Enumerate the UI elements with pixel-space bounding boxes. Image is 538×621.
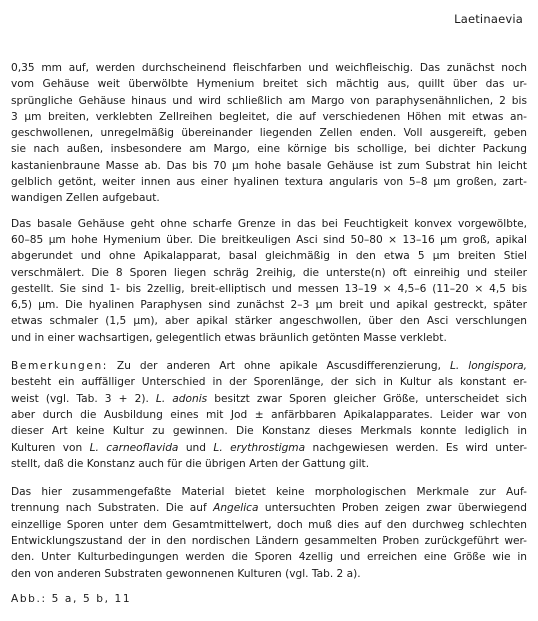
text-line: Das hier zusammengefaßte Material bietet keine morphologischen Merkmale zur Auf- [11,486,527,499]
text-line: den. Unter Kulturbedingungen werden die Sporen 4zellig und erreichen eine Größe wie in [11,551,527,564]
text-span: trennung nach Substraten. Die auf [11,502,214,515]
taxon-name: L. erythrostigma [213,441,306,454]
text-line [11,500,527,516]
text-line: stellt, daß die Konstanz auch für die übrigen Arten der Gattung gilt. [11,457,370,470]
figure-ref-label: Abb.: [11,592,47,605]
figure-ref-list: 5 a, 5 b, 11 [46,592,132,605]
text-span: Zu der anderen Art ohne apikale Ascusdifferenzierung, [107,360,450,373]
text-line: einzellige Sporen unter dem Gesamtmittelwert, doch muß dies auf den durchweg schlechten [11,518,527,531]
paragraph-hymenium [11,216,527,346]
text-line: gelblich getönt, weiter innen aus einer hyalinen textura angularis von 5–8 µm großen, zart- [11,176,527,189]
text-line: vom Gehäuse weit überwölbte Hymenium breitet sich mächtig aus, quillt über das ur- [11,78,527,91]
paragraph-substrates [11,484,527,582]
text-line [11,358,527,374]
text-line: 0,35 mm auf, werden durchscheinend fleischfarben und weichfleischig. Das zunächst noch [11,62,527,74]
text-line: abgerundet und ohne Apikalapparat, basal gleichmäßig in den etwa 5 µm breiten Stiel [11,250,527,263]
text-line: und in einer wachsartigen, gelegentlich etwas bräunlich getönten Masse verklebt. [11,331,447,344]
figure-references [11,591,527,607]
text-line: besteht ein auffälliger Unterschied in der Sporenlänge, der sich in Kultur als konstant er- [11,376,527,389]
text-line: etwas schmaler (1,5 µm), aber apikal stärker angeschwollen, über den Asci verschlungen [11,315,527,328]
text-line [11,391,527,407]
text-span: und [178,441,214,454]
text-span: nachgewiesen werden. Es wird unter- [305,441,528,454]
page-body [11,60,527,617]
taxon-name: L. longispora, [450,360,527,373]
text-line: geschwollenen, unregelmäßig übereinander liegenden Zellen enden. Voll ausgereift, geben [11,127,527,140]
text-line [11,440,527,456]
text-line: 6,5) µm. Die hyalinen Paraphysen sind zunächst 2–3 µm breit und apikal gestreckt, später [11,299,527,312]
text-line: Entwicklungszustand der in den nordischen Ländern gesammelten Proben zurückgeführt wer- [11,535,527,548]
text-span: weist (vgl. Tab. 3 + 2). [11,392,156,405]
paragraph-remarks [11,358,527,472]
text-span: Kulturen von [11,441,90,454]
text-line: aber durch die Ausbildung eines mit Jod ± anfärbbaren Apikalapparates. Leider war von [11,408,527,421]
taxon-name: Angelica [213,502,259,515]
running-header: Laetinaevia [454,12,523,26]
text-span: besitzt zwar Sporen gleicher Größe, unterscheidet sich [207,392,527,405]
text-line: 3 µm breiten, verklebten Zellreihen begleitet, die auf verschiedenen Höhen mit etwas an- [11,110,527,123]
text-line: sprüngliche Gehäuse hinaus und wird schließlich am Margo von paraphysenähnlichen, 2 bis [11,94,527,107]
taxon-name: L. adonis [155,392,208,405]
text-line: wandigen Zellen aufgebaut. [11,192,160,205]
text-span: untersuchten Proben zeigen zwar überwiegend [258,502,527,515]
text-line: kastanienbraune Masse ab. Das bis 70 µm hohe basale Gehäuse ist zum Substrat hin leicht [11,159,527,172]
taxon-name: L. carneoflavida [89,441,179,454]
text-line: gestellt. Sie sind 1- bis 2zellig, breit-elliptisch und messen 13–19 × 4,5–6 (11–20 × 4,5 bis [11,282,527,295]
remarks-label: Bemerkungen: [11,360,108,373]
text-line: 60–85 µm hohe Hymenium über. Die breitkeuligen Asci sind 50–80 × 13–16 µm groß, apikal [11,233,527,246]
text-line: den von anderen Substraten gewonnenen Kulturen (vgl. Tab. 2 a). [11,567,361,580]
text-line: Das basale Gehäuse geht ohne scharfe Grenze in das bei Feuchtigkeit konvex vorgewölbte, [11,217,527,230]
text-line: verschmälert. Die 8 Sporen liegen schräg 2reihig, die unterste(n) oft einreihig und steiler [11,266,527,279]
text-line: dieser Art keine Kultur zu gewinnen. Die Konstanz dieses Merkmals konnte lediglich in [11,425,527,438]
paragraph-description [11,60,527,207]
text-line: sie nach außen, insbesondere am Margo, eine körnige bis schollige, bei dichter Packung [11,143,527,156]
